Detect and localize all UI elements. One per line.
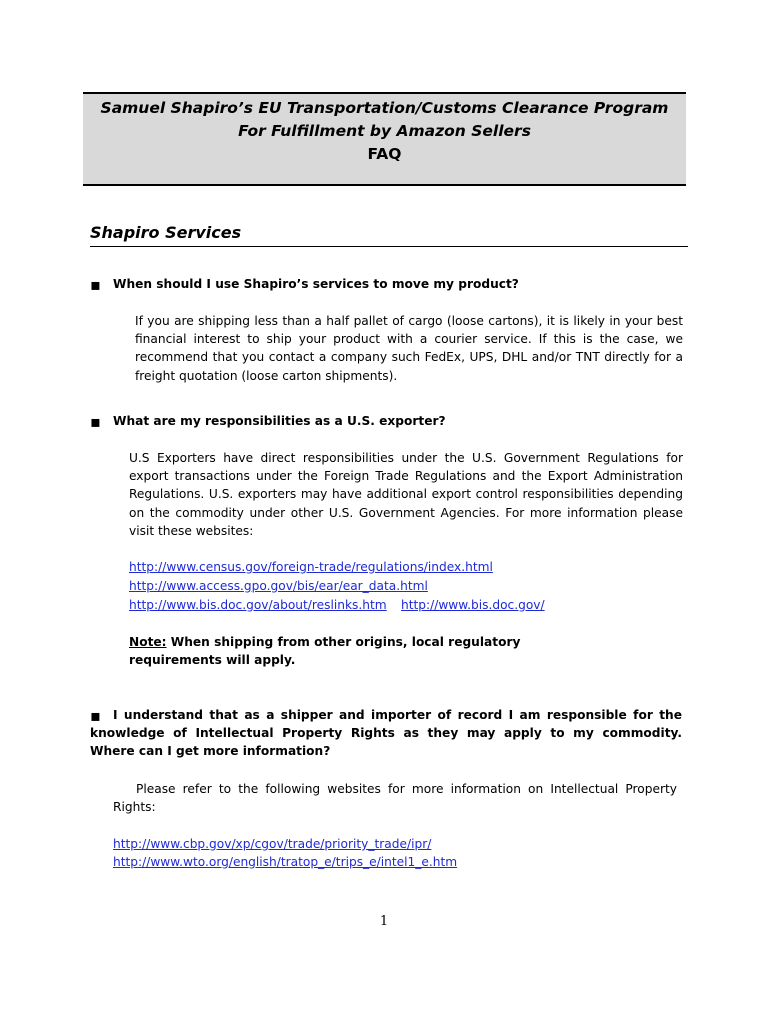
title-line-3: FAQ <box>367 145 402 163</box>
question-2: What are my responsibilities as a U.S. exporter? <box>113 414 446 428</box>
note-label: Note: <box>129 635 167 649</box>
link-census[interactable]: http://www.census.gov/foreign-trade/regulations/index.html <box>129 560 493 574</box>
note-text: When shipping from other origins, local regulatory requirements will apply. <box>129 635 521 667</box>
title-banner <box>83 92 686 186</box>
link-bis-reslinks[interactable]: http://www.bis.doc.gov/about/reslinks.htm <box>129 598 387 612</box>
note <box>129 633 609 669</box>
page-number: 1 <box>379 914 389 929</box>
question-1: When should I use Shapiro’s services to move my product? <box>113 277 519 291</box>
question-3: I understand that as a shipper and importer of record I am responsible for the knowledge of Intellectual Property Rights as they may apply to my commodity. Where can I get more information? <box>90 708 682 758</box>
link-bis[interactable]: http://www.bis.doc.gov/ <box>401 598 545 612</box>
bullet-icon: ▪ <box>90 275 101 294</box>
bullet-icon: ▪ <box>90 412 101 431</box>
answer-2: U.S Exporters have direct responsibilities under the U.S. Government Regulations for export transactions under the Foreign Trade Regulations and the Export Administration Regulations. U.S. exporters may have additional export control responsibilities depending on the commodity under other U.S. Government Agencies. For more information please visit these websites: <box>129 451 683 538</box>
title-line-2: For Fulfillment by Amazon Sellers <box>238 122 531 140</box>
answer-3: Please refer to the following websites for more information on Intellectual Property Rights: <box>113 782 677 815</box>
link-wto-trips[interactable]: http://www.wto.org/english/tratop_e/trips_e/intel1_e.htm <box>113 855 458 869</box>
title-line-1: Samuel Shapiro’s EU Transportation/Customs Clearance Program <box>100 99 669 117</box>
link-gpo[interactable]: http://www.access.gpo.gov/bis/ear/ear_data.html <box>129 579 428 593</box>
bullet-icon: ▪ <box>90 706 101 725</box>
section-heading: Shapiro Services <box>90 222 688 247</box>
answer-1: If you are shipping less than a half pallet of cargo (loose cartons), it is likely in your best financial interest to ship your product with a courier service. If this is the case, we recommend that you contact a company such FedEx, UPS, DHL and/or TNT directly for a freight quotation (loose carton shipments). <box>135 314 683 383</box>
link-cbp-ipr[interactable]: http://www.cbp.gov/xp/cgov/trade/priority_trade/ipr/ <box>113 837 432 851</box>
